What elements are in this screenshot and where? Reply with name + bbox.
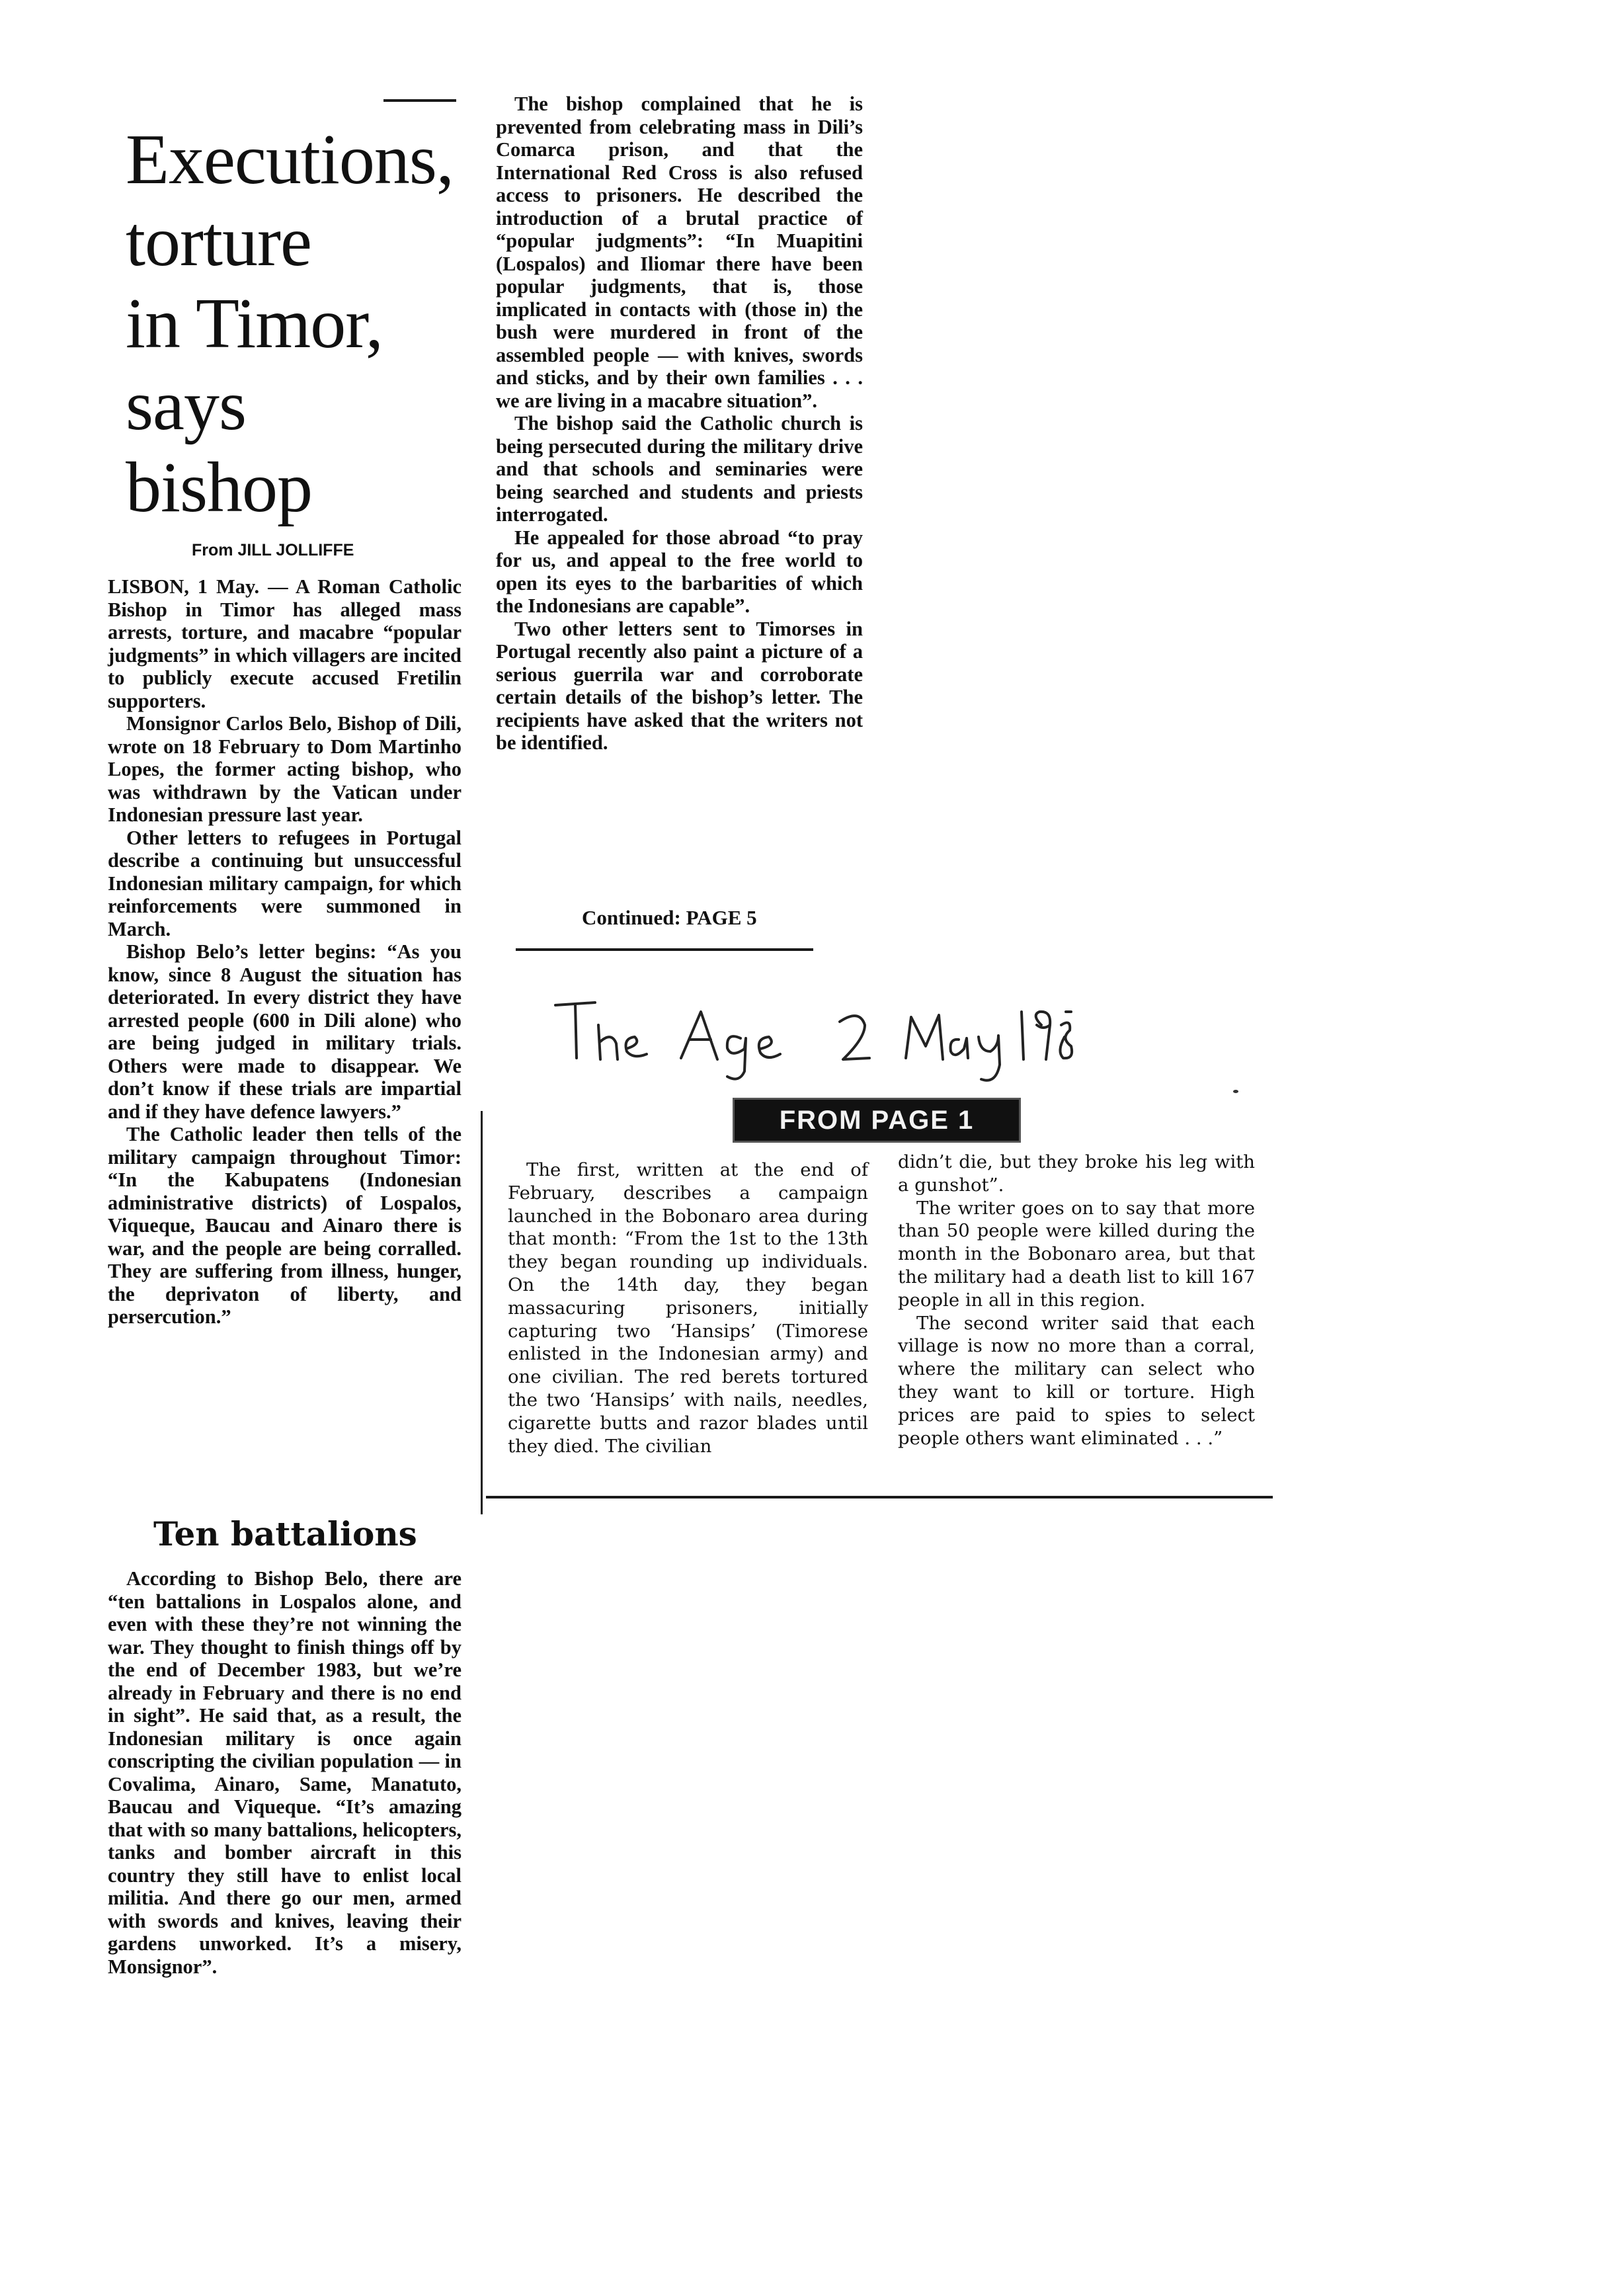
paragraph: He appealed for those abroad “to pray for us, and appeal to the free world to open its eyes to the barbarities of which the Indonesians are capable”. [496, 526, 863, 617]
paragraph: didn’t die, but they broke his leg with a gunshot”. [898, 1151, 1255, 1196]
byline: From JILL JOLLIFFE [192, 541, 354, 559]
paragraph: Monsignor Carlos Belo, Bishop of Dili, wrote on 18 February to Dom Martinho Lopes, the former acting bishop, who was withdrawn by the Vatican under Indonesian pressure last year. [108, 712, 462, 826]
continued-note: Continued: PAGE 5 [582, 906, 757, 929]
from-page-badge [733, 1098, 1021, 1143]
print-speck [1233, 1090, 1238, 1093]
paragraph: The bishop said the Catholic church is being persecuted during the military drive and that schools and seminaries were being searched and students and priests interrogated. [496, 412, 863, 526]
continued-rule [516, 948, 813, 951]
article-column-3 [508, 1159, 868, 1457]
paragraph: LISBON, 1 May. — A Roman Catholic Bishop in Timor has alleged mass arrests, torture, and macabre “popular judgments” in which villagers are incited to publicly execute accused Fretilin supporters. [108, 575, 462, 712]
article-column-1b [108, 1567, 462, 1978]
handwritten-date-annotation [549, 985, 1078, 1091]
paragraph: Other letters to refugees in Portugal describe a continuing but unsuccessful Indonesian military campaign, for which reinforcements were summoned in March. [108, 826, 462, 940]
headline-line-4: says [126, 366, 246, 445]
subheading: Ten battalions [153, 1514, 417, 1553]
paragraph: Bishop Belo’s letter begins: “As you know, since 8 August the situation has deteriorated. In every district they have arrested people (600 in Dili alone) who are being judged in military trials. Others were made to disappear. We don’t know if these trials are impartial and if they have defence lawyers.” [108, 940, 462, 1123]
column-divider [481, 1111, 483, 1514]
continuation-bottom-rule [486, 1496, 1273, 1498]
paragraph: The second writer said that each village is now no more than a corral, where the military can select who they want to kill or torture. High prices are paid to spies to select people others want eliminated . . .” [898, 1312, 1255, 1449]
article-column-1 [108, 575, 462, 1329]
paragraph: The bishop complained that he is prevented from celebrating mass in Dili’s Comarca prison, and that the International Red Cross is also refused access to prisoners. He described the introduction of a brutal practice of “popular judgments”: “In Muapitini (Lospalos) and Iliomar there have been popular judgments, that is, those implicated in contacts with (those in) the bush were murdered in front of the assembled people — with knives, swords and sticks, and by their own families . . . we are living in a macabre situation”. [496, 93, 863, 412]
from-page-label: FROM PAGE 1 [779, 1105, 975, 1135]
paragraph: According to Bishop Belo, there are “ten battalions in Lospalos alone, and even with these they’re not winning the war. They thought to finish things off by the end of December 1983, but we’re already in February and there is no end in sight”. He said that, as a result, the Indonesian military is once again conscripting the civilian population — in Covalima, Ainaro, Same, Manatuto, Baucau and Viqueque. “It’s amazing that with so many battalions, helicopters, tanks and bomber aircraft in this country they still have to enlist local militia. And there go our men, armed with swords and knives, leaving their gardens unworked. It’s a misery, Monsignor”. [108, 1567, 462, 1978]
headline-line-1: Executions, [126, 120, 454, 199]
headline-top-rule [383, 99, 456, 102]
paragraph: Two other letters sent to Timorses in Portugal recently also paint a picture of a serious guerrila war and corroborate certain details of the bishop’s letter. The recipients have asked that the writers not be identified. [496, 617, 863, 754]
paragraph: The first, written at the end of February, describes a campaign launched in the Bobonaro area during that month: “From the 1st to the 13th they began rounding up individuals. On the 14th day, they began massacuring prisoners, initially capturing two ‘Hansips’ (Timorese enlisted in the Indonesian army) and one civilian. The red berets tortured the two ‘Hansips’ with nails, needles, cigarette butts and razor blades until they died. The civilian [508, 1159, 868, 1457]
headline-line-3: in Timor, [126, 284, 383, 363]
article-column-2 [496, 93, 863, 755]
headline-line-2: torture [126, 202, 311, 281]
article-column-4 [898, 1151, 1255, 1450]
paragraph: The Catholic leader then tells of the military campaign throughout Timor: “In the Kabupatens (Indonesian administrative districts) of Lospalos, Viqueque, Baucau and Ainaro there is war, and the people are being corralled. They are suffering from illness, hunger, the deprivaton of liberty, and persercution.” [108, 1123, 462, 1328]
headline [126, 119, 469, 529]
paragraph: The writer goes on to say that more than 50 people were killed during the month in the Bobonaro area, but that the military had a death list to kill 167 people in all in this region. [898, 1197, 1255, 1311]
headline-line-5: bishop [126, 448, 313, 527]
